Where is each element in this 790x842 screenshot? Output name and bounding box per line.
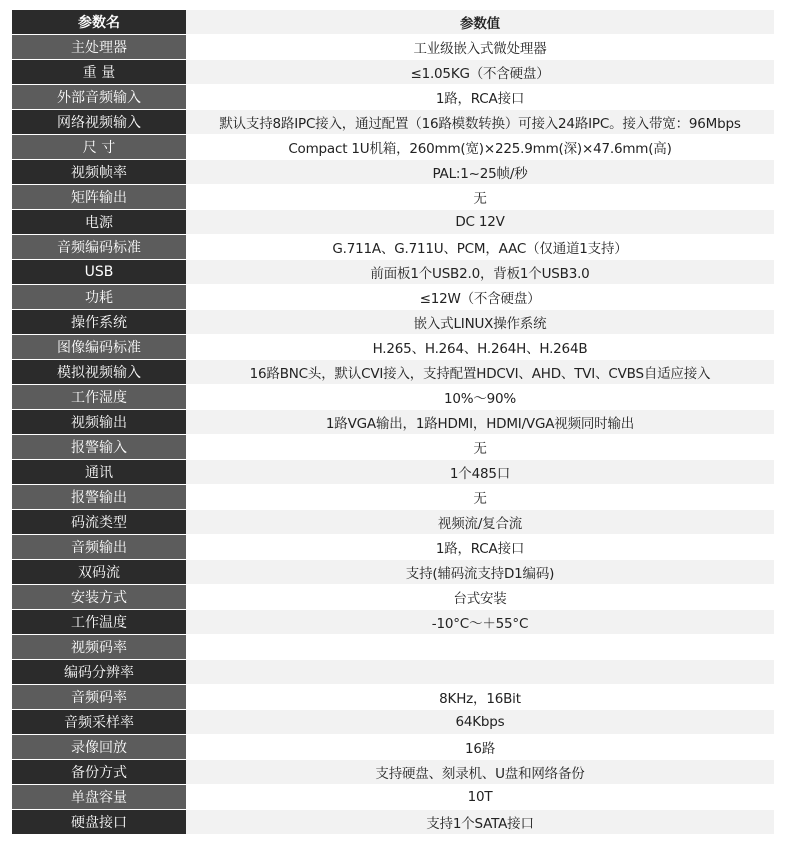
row-value: 无 <box>186 435 774 459</box>
row-value: 16路BNC头，默认CVI接入，支持配置HDCVI、AHD、TVI、CVBS自适应接入 <box>186 360 774 384</box>
table-row <box>12 60 774 85</box>
table-row <box>12 260 774 285</box>
row-value: 10%～90% <box>186 385 774 409</box>
row-key: USB <box>12 260 186 284</box>
row-key: 录像回放 <box>12 735 186 759</box>
row-value: 支持硬盘、刻录机、U盘和网络备份 <box>186 760 774 784</box>
row-key: 模拟视频输入 <box>12 360 186 384</box>
table-row <box>12 810 774 835</box>
row-key: 主处理器 <box>12 35 186 59</box>
row-key: 工作湿度 <box>12 385 186 409</box>
table-row <box>12 35 774 60</box>
row-value: 1路，RCA接口 <box>186 535 774 559</box>
table-row <box>12 185 774 210</box>
row-key: 音频码率 <box>12 685 186 709</box>
row-value: 嵌入式LINUX操作系统 <box>186 310 774 334</box>
row-value: 无 <box>186 485 774 509</box>
table-row <box>12 160 774 185</box>
row-key: 通讯 <box>12 460 186 484</box>
table-row <box>12 235 774 260</box>
row-key: 矩阵输出 <box>12 185 186 209</box>
table-row <box>12 360 774 385</box>
row-value: ≤1.05KG（不含硬盘） <box>186 60 774 84</box>
table-row <box>12 585 774 610</box>
table-row <box>12 785 774 810</box>
row-key: 双码流 <box>12 560 186 584</box>
row-key: 音频编码标准 <box>12 235 186 259</box>
table-row <box>12 610 774 635</box>
row-key: 编码分辨率 <box>12 660 186 684</box>
row-value: 工业级嵌入式微处理器 <box>186 35 774 59</box>
table-row <box>12 310 774 335</box>
row-key: 报警输出 <box>12 485 186 509</box>
table-row <box>12 385 774 410</box>
spec-table <box>12 10 774 835</box>
table-row <box>12 210 774 235</box>
row-value <box>186 635 774 659</box>
row-value: Compact 1U机箱，260mm(宽)×225.9mm(深)×47.6mm(高) <box>186 135 774 159</box>
row-key: 视频输出 <box>12 410 186 434</box>
table-header-row <box>12 10 774 35</box>
row-value: 支持(辅码流支持D1编码) <box>186 560 774 584</box>
row-key: 音频采样率 <box>12 710 186 734</box>
row-key: 视频码率 <box>12 635 186 659</box>
table-row <box>12 735 774 760</box>
row-value: -10°C～＋55°C <box>186 610 774 634</box>
row-key: 操作系统 <box>12 310 186 334</box>
row-key: 图像编码标准 <box>12 335 186 359</box>
table-row <box>12 660 774 685</box>
row-value: DC 12V <box>186 210 774 234</box>
row-key: 安装方式 <box>12 585 186 609</box>
table-row <box>12 410 774 435</box>
row-key: 单盘容量 <box>12 785 186 809</box>
row-value: 1路VGA输出，1路HDMI，HDMI/VGA视频同时输出 <box>186 410 774 434</box>
row-value: 64Kbps <box>186 710 774 734</box>
header-value-cell: 参数值 <box>186 10 774 34</box>
row-value: 台式安装 <box>186 585 774 609</box>
row-key: 报警输入 <box>12 435 186 459</box>
row-value <box>186 660 774 684</box>
table-row <box>12 560 774 585</box>
row-key: 重 量 <box>12 60 186 84</box>
row-key: 音频输出 <box>12 535 186 559</box>
row-key: 硬盘接口 <box>12 810 186 834</box>
row-value: 10T <box>186 785 774 809</box>
row-key: 电源 <box>12 210 186 234</box>
table-row <box>12 710 774 735</box>
table-row <box>12 285 774 310</box>
row-value: 前面板1个USB2.0，背板1个USB3.0 <box>186 260 774 284</box>
row-value: 1路，RCA接口 <box>186 85 774 109</box>
table-row <box>12 460 774 485</box>
table-row <box>12 435 774 460</box>
row-value: G.711A、G.711U、PCM，AAC（仅通道1支持） <box>186 235 774 259</box>
row-value: ≤12W（不含硬盘） <box>186 285 774 309</box>
row-value: 无 <box>186 185 774 209</box>
row-key: 工作温度 <box>12 610 186 634</box>
row-key: 尺 寸 <box>12 135 186 159</box>
row-key: 备份方式 <box>12 760 186 784</box>
row-value: 支持1个SATA接口 <box>186 810 774 834</box>
row-key: 视频帧率 <box>12 160 186 184</box>
header-key-cell: 参数名 <box>12 10 186 34</box>
table-row <box>12 335 774 360</box>
row-value: 1个485口 <box>186 460 774 484</box>
row-key: 外部音频输入 <box>12 85 186 109</box>
row-value: 16路 <box>186 735 774 759</box>
row-key: 功耗 <box>12 285 186 309</box>
row-value: H.265、H.264、H.264H、H.264B <box>186 335 774 359</box>
row-key: 网络视频输入 <box>12 110 186 134</box>
table-row <box>12 760 774 785</box>
row-value: PAL:1~25帧/秒 <box>186 160 774 184</box>
table-row <box>12 635 774 660</box>
table-row <box>12 135 774 160</box>
table-row <box>12 685 774 710</box>
table-row <box>12 510 774 535</box>
table-row <box>12 85 774 110</box>
row-value: 8KHz，16Bit <box>186 685 774 709</box>
row-value: 视频流/复合流 <box>186 510 774 534</box>
table-row <box>12 485 774 510</box>
row-value: 默认支持8路IPC接入，通过配置（16路模数转换）可接入24路IPC。接入带宽：96Mbps <box>186 110 774 134</box>
table-row <box>12 535 774 560</box>
table-row <box>12 110 774 135</box>
row-key: 码流类型 <box>12 510 186 534</box>
